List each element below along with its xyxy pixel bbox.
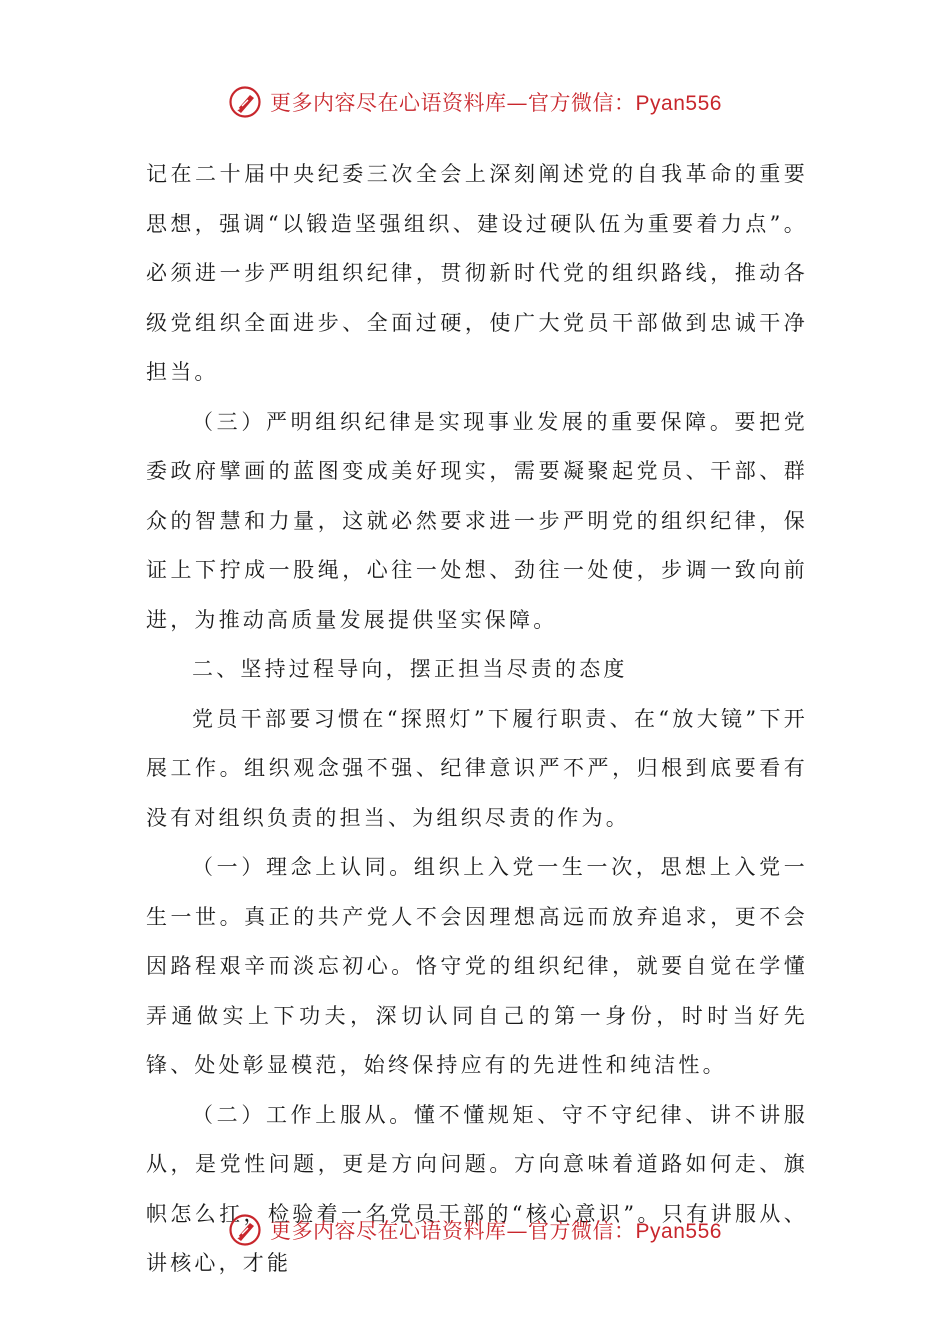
pen-nib-logo-icon [228, 1213, 262, 1247]
document-body [146, 150, 808, 1289]
watermark-wechat-id: Pyan556 [635, 92, 722, 115]
paragraph: （三）严明组织纪律是实现事业发展的重要保障。要把党委政府擘画的蓝图变成美好现实，需要凝聚起党员、干部、群众的智慧和力量，这就必然要求进一步严明党的组织纪律，保证上下拧成一股绳，心往一处想、劲往一处使，步调一致向前进，为推动高质量发展提供坚实保障。 [146, 409, 808, 632]
paragraph: 党员干部要习惯在“探照灯”下履行职责、在“放大镜”下开展工作。组织观念强不强、纪律意识严不严，归根到底要看有没有对组织负责的担当、为组织尽责的作为。 [146, 706, 808, 830]
footer-watermark [0, 1210, 950, 1250]
section-heading: 二、坚持过程导向，摆正担当尽责的态度 [192, 657, 628, 681]
watermark-wechat-id: Pyan556 [635, 1220, 722, 1243]
pen-nib-logo-icon [228, 85, 262, 119]
paragraph: （二）工作上服从。懂不懂规矩、守不守纪律、讲不讲服从，是党性问题，更是方向问题。方向意味着道路如何走、旗帜怎么扛，检验着一名党员干部的“核心意识”。只有讲服从、讲核心，才能 [146, 1102, 808, 1275]
paragraph: 记在二十届中央纪委三次全会上深刻阐述党的自我革命的重要思想，强调“以锻造坚强组织、建设过硬队伍为重要着力点”。必须进一步严明组织纪律，贯彻新时代党的组织路线，推动各级党组织全面进步、全面过硬，使广大党员干部做到忠诚干净担当。 [146, 162, 808, 384]
header-watermark [0, 82, 950, 122]
watermark-text: 更多内容尽在心语资料库—官方微信：Pyan556 [270, 91, 722, 115]
watermark-text: 更多内容尽在心语资料库—官方微信：Pyan556 [270, 1219, 722, 1243]
paragraph: （一）理念上认同。组织上入党一生一次，思想上入党一生一世。真正的共产党人不会因理想高远而放弃追求，更不会因路程艰辛而淡忘初心。恪守党的组织纪律，就要自觉在学懂弄通做实上下功夫，深切认同自己的第一身份，时时当好先锋、处处彰显模范，始终保持应有的先进性和纯洁性。 [146, 855, 808, 1077]
